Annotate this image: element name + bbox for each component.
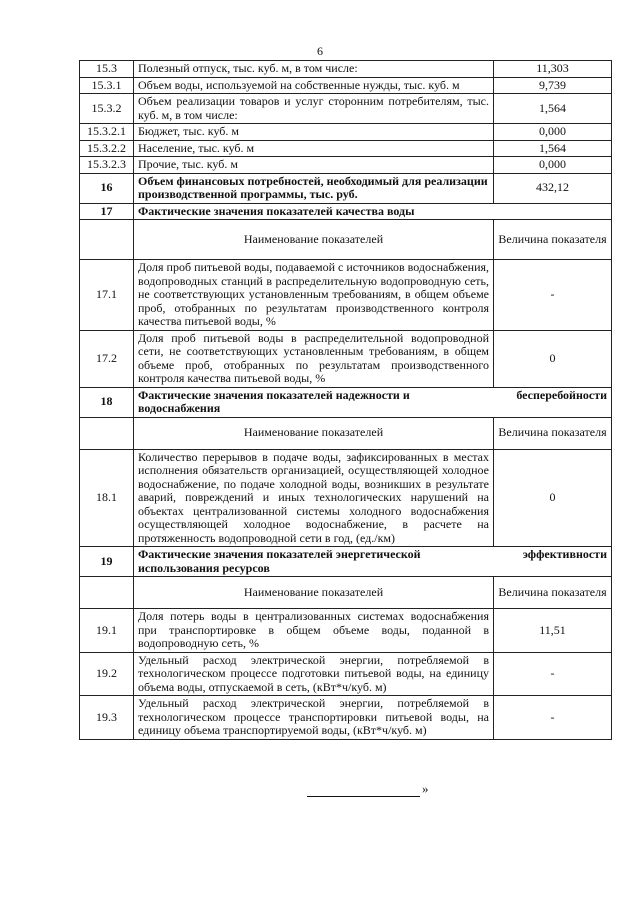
table-row xyxy=(80,260,612,331)
table-row xyxy=(80,173,612,203)
row-value: 432,12 xyxy=(494,173,612,203)
section-number: 17 xyxy=(80,203,134,220)
closing-quote: » xyxy=(422,781,429,796)
section-number: 19 xyxy=(80,547,134,577)
row-value: - xyxy=(494,260,612,331)
column-header-name: Наименование показателей xyxy=(134,220,494,260)
section-heading-row xyxy=(80,203,612,220)
row-description: Объем реализации товаров и услуг сторонним потребителям, тыс. куб. м, в том числе: xyxy=(134,94,494,124)
signature-line xyxy=(307,784,420,797)
row-number: 15.3.2.1 xyxy=(80,124,134,141)
closing-mark xyxy=(307,781,429,797)
column-header-value: Величина показателя xyxy=(494,417,612,449)
table-row xyxy=(80,696,612,740)
row-description: Количество перерывов в подаче воды, зафиксированных в местах исполнения обязательств организацией, осуществляющей холодное водоснабжение, по подаче холодной воды, возникших в результате аварий, повреждений и иных технологических нарушений на объектах централизованной системы холодного водоснабжения осуществляющей холодное водоснабжение, в расчете на протяженность водопроводной сети в год, (ед./км) xyxy=(134,449,494,547)
row-description: Население, тыс. куб. м xyxy=(134,140,494,157)
row-number: 15.3 xyxy=(80,61,134,78)
table-row xyxy=(80,94,612,124)
empty-cell xyxy=(80,577,134,609)
row-description: Доля проб питьевой воды, подаваемой с источников водоснабжения, водопроводных станций в распределительную водопроводную сеть, не соответствующих установленным требованиям, в общем объеме проб, отобранных по результатам производственного контроля качества питьевой воды, % xyxy=(134,260,494,331)
row-number: 15.3.2.2 xyxy=(80,140,134,157)
indicator-table xyxy=(79,60,612,740)
row-number: 19.2 xyxy=(80,652,134,696)
row-number: 18.1 xyxy=(80,449,134,547)
row-value: 0 xyxy=(494,330,612,387)
row-description: Удельный расход электрической энергии, потребляемой в технологическом процессе подготовки питьевой воды, на единицу объема воды, отпускаемой в сеть, (кВт*ч/куб. м) xyxy=(134,652,494,696)
row-value: - xyxy=(494,652,612,696)
row-value: 0 xyxy=(494,449,612,547)
row-number: 16 xyxy=(80,173,134,203)
row-value: 1,564 xyxy=(494,94,612,124)
table-row xyxy=(80,330,612,387)
section-title-right: бесперебойности xyxy=(516,387,607,402)
row-number: 15.3.2 xyxy=(80,94,134,124)
table-row xyxy=(80,449,612,547)
column-header-name: Наименование показателей xyxy=(134,417,494,449)
page-number: 6 xyxy=(317,44,323,58)
row-number: 17.1 xyxy=(80,260,134,331)
table-row xyxy=(80,77,612,94)
column-header-row xyxy=(80,417,612,449)
table-row xyxy=(80,157,612,174)
row-value: 0,000 xyxy=(494,124,612,141)
table-row xyxy=(80,609,612,653)
row-value: 0,000 xyxy=(494,157,612,174)
row-number: 15.3.2.3 xyxy=(80,157,134,174)
column-header-value: Величина показателя xyxy=(494,220,612,260)
row-number: 17.2 xyxy=(80,330,134,387)
section-title-right: эффективности xyxy=(522,547,607,561)
row-description: Удельный расход электрической энергии, потребляемой в технологическом процессе транспортировки питьевой воды, на единицу объема транспортируемой воды, (кВт*ч/куб. м) xyxy=(134,696,494,740)
column-header-value: Величина показателя xyxy=(494,577,612,609)
row-value: 11,51 xyxy=(494,609,612,653)
section-title: Фактические значения показателей качества воды xyxy=(134,203,612,220)
section-heading-row xyxy=(80,387,612,417)
column-header-name: Наименование показателей xyxy=(134,577,494,609)
section-title-continuation: водоснабжения xyxy=(138,401,221,415)
section-title-left: Фактические значения показателей энергетической xyxy=(138,547,421,561)
row-number: 19.3 xyxy=(80,696,134,740)
row-number: 19.1 xyxy=(80,609,134,653)
row-description: Доля потерь воды в централизованных системах водоснабжения при транспортировке в общем объеме воды, поданной в водопроводную сеть, % xyxy=(134,609,494,653)
table-row xyxy=(80,61,612,78)
empty-cell xyxy=(80,220,134,260)
section-title-left: Фактические значения показателей надежности и xyxy=(138,387,410,402)
row-value: 9,739 xyxy=(494,77,612,94)
section-heading-row xyxy=(80,547,612,577)
row-description: Бюджет, тыс. куб. м xyxy=(134,124,494,141)
table-row xyxy=(80,652,612,696)
empty-cell xyxy=(80,417,134,449)
row-description: Объем воды, используемой на собственные нужды, тыс. куб. м xyxy=(134,77,494,94)
table-row xyxy=(80,124,612,141)
column-header-row xyxy=(80,577,612,609)
section-title-continuation: использования ресурсов xyxy=(138,560,270,575)
row-value: - xyxy=(494,696,612,740)
section-number: 18 xyxy=(80,387,134,417)
row-value: 11,303 xyxy=(494,61,612,78)
table-row xyxy=(80,140,612,157)
row-description: Прочие, тыс. куб. м xyxy=(134,157,494,174)
row-description: Полезный отпуск, тыс. куб. м, в том числе: xyxy=(134,61,494,78)
section-title xyxy=(134,387,612,417)
row-description: Доля проб питьевой воды в распределительной водопроводной сети, не соответствующих установленным требованиям, в общем объеме проб, отобранных по результатам производственного контроля качества питьевой воды, % xyxy=(134,330,494,387)
column-header-row xyxy=(80,220,612,260)
row-value: 1,564 xyxy=(494,140,612,157)
section-title xyxy=(134,547,612,577)
row-description: Объем финансовых потребностей, необходимый для реализации производственной программы, тыс. руб. xyxy=(134,173,494,203)
row-number: 15.3.1 xyxy=(80,77,134,94)
